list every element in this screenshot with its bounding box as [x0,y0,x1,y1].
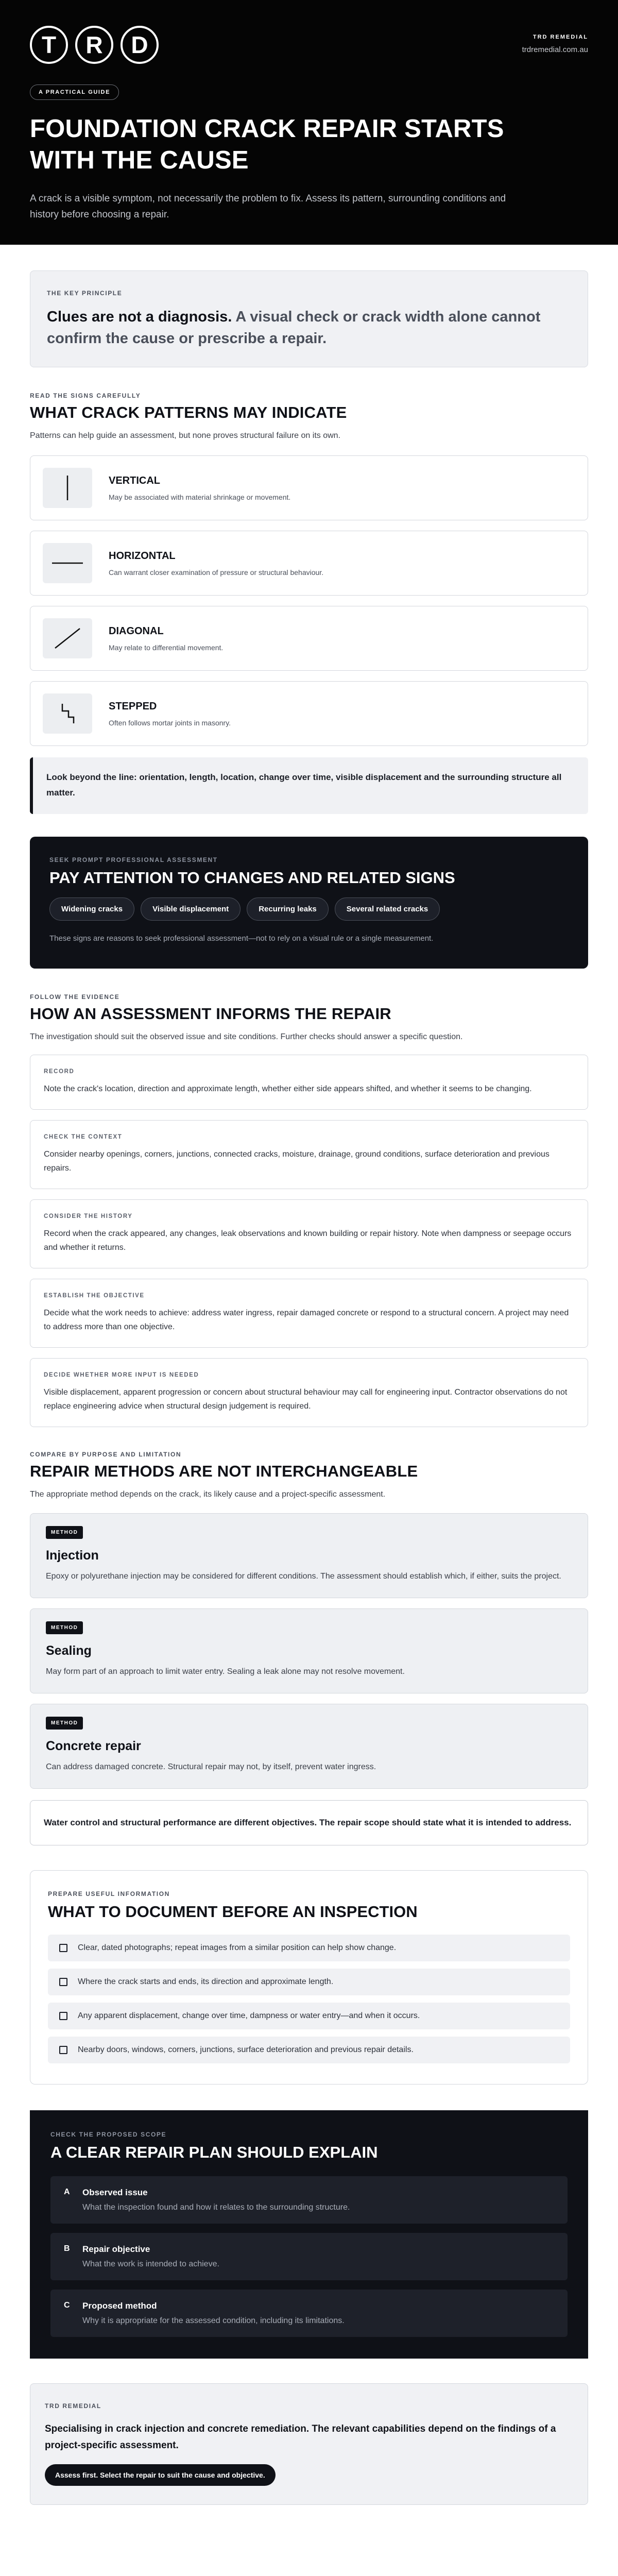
principle-text [47,306,571,349]
footer-eyebrow: TRD REMEDIAL [45,2402,101,2410]
assessment-card-list [30,1055,588,1427]
pattern-card-stepped [30,681,588,746]
document-eyebrow: PREPARE USEFUL INFORMATION [48,1890,170,1897]
method-name: Concrete repair [46,1739,141,1753]
principle-strong: Clues are not a diagnosis. [47,309,232,325]
vertical-crack-icon [43,468,92,508]
assessment-card-label: CONSIDER THE HISTORY [44,1213,133,1219]
checklist-item-text: Where the crack starts and ends, its direction and approximate length. [78,1977,334,1986]
pattern-card-vertical [30,455,588,520]
plan-item-body [82,2244,219,2269]
assessment-card-history [30,1199,588,1268]
document-title: WHAT TO DOCUMENT BEFORE AN INSPECTION [48,1903,418,1921]
logo-letter-r: R [75,26,113,64]
diagonal-crack-icon [43,618,92,658]
plan-item-title: Proposed method [82,2301,157,2311]
assessment-card-text: Note the crack's location, direction and approximate length, whether either side appears shifted, and whether it seems to be changing. [44,1084,532,1093]
crack-patterns-section [30,392,588,814]
assessment-section [30,993,588,1427]
method-badge: METHOD [46,1526,83,1539]
assessment-title: HOW AN ASSESSMENT INFORMS THE REPAIR [30,1005,391,1023]
method-card-sealing [30,1608,588,1693]
pattern-name: STEPPED [109,700,157,712]
checklist-item[interactable] [48,1935,570,1961]
related-signs-panel [30,837,588,969]
chip-recurring-leaks: Recurring leaks [247,897,329,921]
plan-item-body [82,2188,350,2212]
footer-text: Specialising in crack injection and concrete remediation. The relevant capabilities depend on the findings of a project-specific assessment. [45,2424,556,2451]
checklist-item[interactable] [48,2003,570,2029]
pattern-name: VERTICAL [109,474,160,486]
method-card-injection [30,1513,588,1598]
methods-callout: Water control and structural performance are different objectives. The repair scope should state what it is intended to address. [30,1800,588,1845]
checkbox-icon[interactable] [59,2012,67,2020]
pattern-desc: Often follows mortar joints in masonry. [109,718,231,727]
repair-methods-section [30,1451,588,1845]
cta-pill: Assess first. Select the repair to suit the cause and objective. [45,2464,276,2486]
plan-item-desc: Why it is appropriate for the assessed condition, including its limitations. [82,2316,345,2325]
plan-item-list [50,2176,568,2337]
pattern-desc: Can warrant closer examination of pressure or structural behaviour. [109,568,324,577]
method-name: Injection [46,1548,99,1563]
hero-section [0,0,618,245]
guide-tag: A PRACTICAL GUIDE [30,84,119,100]
assessment-card-text: Decide what the work needs to achieve: address water ingress, repair damaged concrete or respond to a structural concern. A project may need to address more than one objective. [44,1309,569,1331]
logo-letter-d: D [121,26,159,64]
methods-title: REPAIR METHODS ARE NOT INTERCHANGEABLE [30,1462,418,1480]
pattern-text [109,550,323,577]
method-card-concrete-repair [30,1704,588,1789]
page-title: FOUNDATION CRACK REPAIR STARTS WITH THE CAUSE [30,115,504,174]
logo-letter-t: T [30,26,68,64]
signs-note: These signs are reasons to seek professional assessment—not to rely on a visual rule or a single measurement. [49,934,434,943]
assessment-card-more-input [30,1358,588,1427]
chip-visible-displacement: Visible displacement [141,897,241,921]
assessment-card-text: Consider nearby openings, corners, junctions, connected cracks, moisture, drainage, ground conditions, surface deterioration and previous repairs. [44,1150,550,1173]
methods-eyebrow: COMPARE BY PURPOSE AND LIMITATION [30,1451,182,1458]
horizontal-crack-icon [43,543,92,583]
plan-item-repair-objective [50,2233,568,2280]
assessment-card-label: DECIDE WHETHER MORE INPUT IS NEEDED [44,1372,199,1378]
pattern-card-diagonal [30,606,588,671]
pattern-name: DIAGONAL [109,625,164,637]
checklist-item[interactable] [48,1969,570,1995]
assessment-card-label: ESTABLISH THE OBJECTIVE [44,1293,145,1299]
pattern-name: HORIZONTAL [109,550,176,562]
method-name: Sealing [46,1643,92,1658]
plan-item-desc: What the inspection found and how it relates to the surrounding structure. [82,2203,350,2212]
methods-intro: The appropriate method depends on the crack, its likely cause and a project-specific assessment. [30,1490,386,1499]
checklist-item-text: Clear, dated photographs; repeat images from a similar position can help show change. [78,1943,397,1952]
checkbox-icon[interactable] [59,1978,67,1986]
pattern-list [30,455,588,746]
plan-item-body [82,2301,345,2326]
chip-several-related-cracks: Several related cracks [335,897,440,921]
checkbox-icon[interactable] [59,2046,67,2054]
method-badge: METHOD [46,1621,83,1634]
plan-item-title: Observed issue [82,2188,148,2197]
plan-item-letter: C [64,2301,70,2310]
plan-item-observed-issue [50,2176,568,2224]
checklist-item-text: Any apparent displacement, change over time, dampness or water entry—and when it occurs. [78,2011,420,2020]
checkbox-icon[interactable] [59,1944,67,1952]
hero-brand [522,34,588,54]
key-principle-box [30,270,588,367]
plan-eyebrow: CHECK THE PROPOSED SCOPE [50,2131,167,2138]
principle-eyebrow: THE KEY PRINCIPLE [47,290,123,297]
assessment-card-label: RECORD [44,1069,75,1075]
signs-chip-row [49,897,569,921]
assessment-card-record [30,1055,588,1110]
stepped-crack-icon [43,693,92,734]
method-desc: May form part of an approach to limit water entry. Sealing a leak alone may not resolve movement. [46,1667,405,1676]
method-card-list [30,1513,588,1789]
principle-rest: A visual check or crack width alone cannot confirm the cause or prescribe a repair. [47,309,541,347]
assessment-card-text: Record when the crack appeared, any changes, leak observations and known building or repair history. Note when dampness or seepage occurs and whether it returns. [44,1229,572,1252]
pattern-text [109,701,231,727]
pattern-text [109,475,290,501]
plan-item-proposed-method [50,2290,568,2337]
method-desc: Can address damaged concrete. Structural repair may not, by itself, prevent water ingress. [46,1762,376,1771]
chip-widening-cracks: Widening cracks [49,897,134,921]
plan-item-letter: B [64,2244,70,2253]
assessment-card-text: Visible displacement, apparent progression or concern about structural behaviour may call for engineering input. Contractor observations do not replace engineering advice when structural design judgement is required. [44,1388,568,1411]
trd-logo [30,26,588,64]
plan-item-title: Repair objective [82,2244,150,2254]
patterns-title: WHAT CRACK PATTERNS MAY INDICATE [30,403,347,421]
plan-item-desc: What the work is intended to achieve. [82,2260,219,2268]
assessment-intro: The investigation should suit the observed issue and site conditions. Further checks should answer a specific question. [30,1032,463,1041]
method-desc: Epoxy or polyurethane injection may be considered for different conditions. The assessment should establish which, if either, suits the project. [46,1572,561,1581]
pattern-card-horizontal [30,531,588,596]
pattern-desc: May relate to differential movement. [109,643,224,652]
assessment-card-context [30,1120,588,1189]
document-checklist-section [30,1870,588,2084]
pattern-text [109,625,223,652]
signs-eyebrow: SEEK PROMPT PROFESSIONAL ASSESSMENT [49,856,218,863]
brand-url[interactable]: trdremedial.com.au [522,45,588,54]
footer-box [30,2383,588,2505]
main-content [0,270,618,2505]
signs-title: PAY ATTENTION TO CHANGES AND RELATED SIGNS [49,869,455,887]
assessment-eyebrow: FOLLOW THE EVIDENCE [30,993,120,1001]
assessment-card-objective [30,1279,588,1348]
plan-title: A CLEAR REPAIR PLAN SHOULD EXPLAIN [50,2143,378,2161]
plan-item-letter: A [64,2188,70,2196]
assessment-card-label: CHECK THE CONTEXT [44,1134,123,1140]
pattern-desc: May be associated with material shrinkage or movement. [109,493,291,501]
patterns-callout: Look beyond the line: orientation, length, location, change over time, visible displacement and the surrounding structure all matter. [30,757,588,814]
hero-lead: A crack is a visible symptom, not necessarily the problem to fix. Assess its pattern, surrounding conditions and history before choosing a repair. [30,193,506,220]
checklist-item-text: Nearby doors, windows, corners, junctions, surface deterioration and previous repair details. [78,2045,414,2054]
repair-plan-panel [30,2110,588,2359]
patterns-intro: Patterns can help guide an assessment, but none proves structural failure on its own. [30,431,341,440]
document-checklist [48,1935,570,2063]
method-badge: METHOD [46,1717,83,1730]
checklist-item[interactable] [48,2037,570,2063]
brand-name: TRD REMEDIAL [533,34,588,40]
patterns-eyebrow: READ THE SIGNS CAREFULLY [30,392,141,399]
